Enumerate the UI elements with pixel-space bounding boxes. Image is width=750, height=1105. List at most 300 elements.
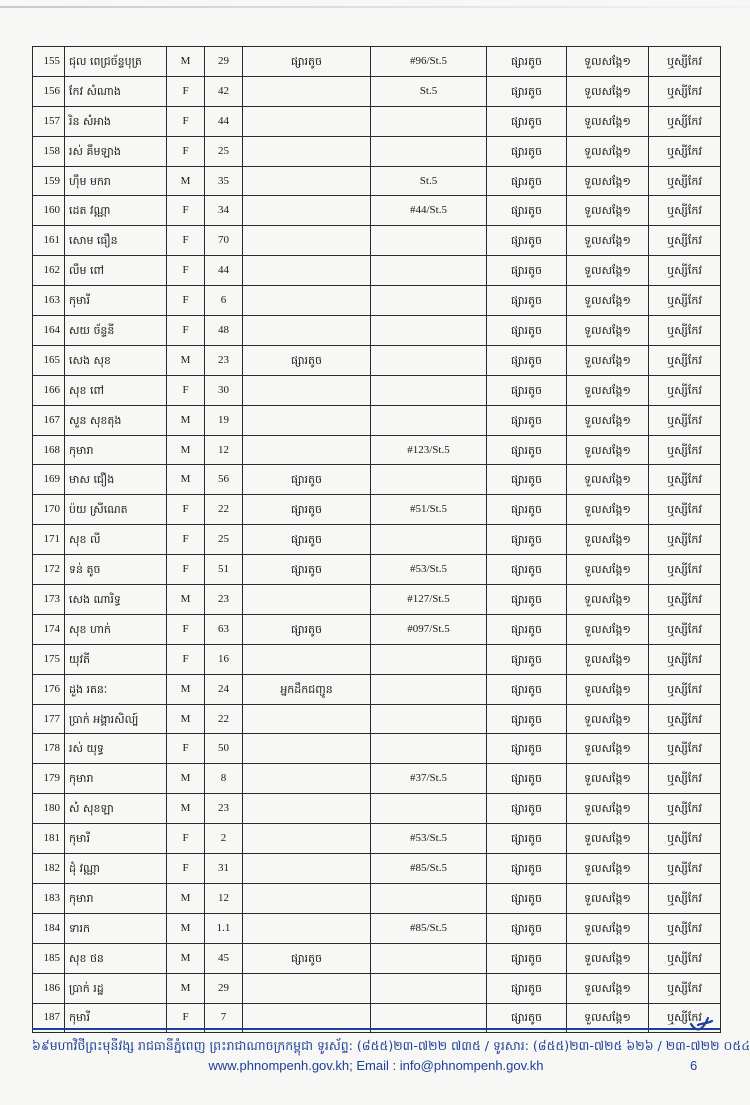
occupation-cell	[243, 196, 371, 226]
occupation-cell: ផ្សារតូច	[243, 345, 371, 375]
sangkat-cell: ទួលសង្កែ១	[567, 196, 649, 226]
age-cell: 23	[205, 345, 243, 375]
age-cell: 7	[205, 1003, 243, 1033]
address-cell: #44/St.5	[371, 196, 487, 226]
village-cell: ផ្សារតូច	[487, 345, 567, 375]
table-row	[33, 106, 721, 136]
row-number: 179	[33, 764, 65, 794]
resident-name: កុមារី	[65, 286, 167, 316]
age-cell: 23	[205, 585, 243, 615]
khan-cell: ឬស្សីកែវ	[649, 614, 721, 644]
table-row	[33, 196, 721, 226]
khan-cell: ឬស្សីកែវ	[649, 316, 721, 346]
occupation-cell	[243, 704, 371, 734]
sangkat-cell: ទួលសង្កែ១	[567, 106, 649, 136]
address-cell: #097/St.5	[371, 614, 487, 644]
sangkat-cell: ទួលសង្កែ១	[567, 316, 649, 346]
occupation-cell	[243, 286, 371, 316]
address-cell	[371, 943, 487, 973]
resident-name: កុមារា	[65, 883, 167, 913]
village-cell: ផ្សារតូច	[487, 226, 567, 256]
village-cell: ផ្សារតូច	[487, 794, 567, 824]
sangkat-cell: ទួលសង្កែ១	[567, 47, 649, 77]
sangkat-cell: ទួលសង្កែ១	[567, 854, 649, 884]
age-cell: 23	[205, 794, 243, 824]
village-cell: ផ្សារតូច	[487, 883, 567, 913]
address-cell	[371, 136, 487, 166]
occupation-cell	[243, 585, 371, 615]
table-row	[33, 674, 721, 704]
khan-cell: ឬស្សីកែវ	[649, 1003, 721, 1033]
sangkat-cell: ទួលសង្កែ១	[567, 405, 649, 435]
village-cell: ផ្សារតូច	[487, 375, 567, 405]
age-cell: 24	[205, 674, 243, 704]
row-number: 173	[33, 585, 65, 615]
table-row	[33, 47, 721, 77]
age-cell: 25	[205, 136, 243, 166]
row-number: 169	[33, 465, 65, 495]
sangkat-cell: ទួលសង្កែ១	[567, 495, 649, 525]
page-number: 6	[690, 1058, 698, 1073]
table-row	[33, 136, 721, 166]
sex-cell: M	[167, 704, 205, 734]
sangkat-cell: ទួលសង្កែ១	[567, 704, 649, 734]
sex-cell: M	[167, 47, 205, 77]
sangkat-cell: ទួលសង្កែ១	[567, 345, 649, 375]
occupation-cell	[243, 435, 371, 465]
occupation-cell	[243, 256, 371, 286]
table-row	[33, 824, 721, 854]
address-cell	[371, 226, 487, 256]
occupation-cell: អ្នកដឹកជញ្ជូន	[243, 674, 371, 704]
sangkat-cell: ទួលសង្កែ១	[567, 136, 649, 166]
address-cell	[371, 883, 487, 913]
resident-name: កុមារី	[65, 1003, 167, 1033]
row-number: 183	[33, 883, 65, 913]
sangkat-cell: ទួលសង្កែ១	[567, 226, 649, 256]
address-cell	[371, 794, 487, 824]
khan-cell: ឬស្សីកែវ	[649, 375, 721, 405]
table-row	[33, 405, 721, 435]
age-cell: 22	[205, 495, 243, 525]
occupation-cell	[243, 226, 371, 256]
resident-name: ប្រាក់ រដ្ឋ	[65, 973, 167, 1003]
resident-name: សុខ ហាក់	[65, 614, 167, 644]
sex-cell: F	[167, 196, 205, 226]
table-row	[33, 286, 721, 316]
village-cell: ផ្សារតូច	[487, 734, 567, 764]
address-cell	[371, 644, 487, 674]
address-cell: #123/St.5	[371, 435, 487, 465]
village-cell: ផ្សារតូច	[487, 495, 567, 525]
row-number: 165	[33, 345, 65, 375]
sangkat-cell: ទួលសង្កែ១	[567, 525, 649, 555]
khan-cell: ឬស្សីកែវ	[649, 943, 721, 973]
row-number: 158	[33, 136, 65, 166]
sangkat-cell: ទួលសង្កែ១	[567, 465, 649, 495]
khan-cell: ឬស្សីកែវ	[649, 495, 721, 525]
address-cell: St.5	[371, 166, 487, 196]
sangkat-cell: ទួលសង្កែ១	[567, 286, 649, 316]
sangkat-cell: ទួលសង្កែ១	[567, 256, 649, 286]
sangkat-cell: ទួលសង្កែ១	[567, 764, 649, 794]
village-cell: ផ្សារតូច	[487, 913, 567, 943]
village-cell: ផ្សារតូច	[487, 465, 567, 495]
khan-cell: ឬស្សីកែវ	[649, 435, 721, 465]
row-number: 155	[33, 47, 65, 77]
occupation-cell: ផ្សារតូច	[243, 495, 371, 525]
row-number: 159	[33, 166, 65, 196]
resident-name: ជុល ពេជ្រច័ន្ទបុត្រ	[65, 47, 167, 77]
age-cell: 16	[205, 644, 243, 674]
row-number: 156	[33, 76, 65, 106]
village-cell: ផ្សារតូច	[487, 525, 567, 555]
occupation-cell	[243, 794, 371, 824]
khan-cell: ឬស្សីកែវ	[649, 674, 721, 704]
sex-cell: F	[167, 824, 205, 854]
address-cell	[371, 465, 487, 495]
row-number: 160	[33, 196, 65, 226]
row-number: 164	[33, 316, 65, 346]
age-cell: 29	[205, 973, 243, 1003]
age-cell: 56	[205, 465, 243, 495]
resident-name: កុមារា	[65, 764, 167, 794]
occupation-cell: ផ្សារតូច	[243, 47, 371, 77]
footer-contact: www.phnompenh.gov.kh; Email : info@phnompenh.gov.kh	[208, 1058, 544, 1073]
resident-roster-table	[32, 46, 721, 1033]
sangkat-cell: ទួលសង្កែ១	[567, 375, 649, 405]
sex-cell: F	[167, 614, 205, 644]
age-cell: 48	[205, 316, 243, 346]
table-row	[33, 345, 721, 375]
resident-name: សំ សុខឡា	[65, 794, 167, 824]
table-row	[33, 883, 721, 913]
khan-cell: ឬស្សីកែវ	[649, 196, 721, 226]
khan-cell: ឬស្សីកែវ	[649, 136, 721, 166]
table-row	[33, 316, 721, 346]
row-number: 172	[33, 555, 65, 585]
village-cell: ផ្សារតូច	[487, 166, 567, 196]
resident-name: ប៉យ ស្រីណេត	[65, 495, 167, 525]
address-cell	[371, 405, 487, 435]
sex-cell: M	[167, 465, 205, 495]
resident-name: រស់ គឹមឡាង	[65, 136, 167, 166]
resident-name: កែវ សំណាង	[65, 76, 167, 106]
khan-cell: ឬស្សីកែវ	[649, 405, 721, 435]
table-row	[33, 704, 721, 734]
sex-cell: F	[167, 644, 205, 674]
sangkat-cell: ទួលសង្កែ១	[567, 166, 649, 196]
resident-name: សួន សុខតុង	[65, 405, 167, 435]
sex-cell: M	[167, 435, 205, 465]
occupation-cell	[243, 316, 371, 346]
khan-cell: ឬស្សីកែវ	[649, 226, 721, 256]
resident-name: ទន់ តូច	[65, 555, 167, 585]
sangkat-cell: ទួលសង្កែ១	[567, 674, 649, 704]
sangkat-cell: ទួលសង្កែ១	[567, 913, 649, 943]
sex-cell: M	[167, 674, 205, 704]
village-cell: ផ្សារតូច	[487, 316, 567, 346]
resident-name: ហ៊ឹម មករា	[65, 166, 167, 196]
resident-name: ទារក	[65, 913, 167, 943]
address-cell: #53/St.5	[371, 555, 487, 585]
row-number: 167	[33, 405, 65, 435]
village-cell: ផ្សារតូច	[487, 286, 567, 316]
khan-cell: ឬស្សីកែវ	[649, 76, 721, 106]
occupation-cell: ផ្សារតូច	[243, 555, 371, 585]
khan-cell: ឬស្សីកែវ	[649, 854, 721, 884]
address-cell: #53/St.5	[371, 824, 487, 854]
sex-cell: M	[167, 764, 205, 794]
age-cell: 31	[205, 854, 243, 884]
age-cell: 44	[205, 256, 243, 286]
village-cell: ផ្សារតូច	[487, 585, 567, 615]
sex-cell: F	[167, 495, 205, 525]
village-cell: ផ្សារតូច	[487, 106, 567, 136]
khan-cell: ឬស្សីកែវ	[649, 764, 721, 794]
row-number: 185	[33, 943, 65, 973]
row-number: 178	[33, 734, 65, 764]
table-row	[33, 76, 721, 106]
row-number: 186	[33, 973, 65, 1003]
sex-cell: F	[167, 106, 205, 136]
occupation-cell	[243, 973, 371, 1003]
sex-cell: M	[167, 883, 205, 913]
village-cell: ផ្សារតូច	[487, 674, 567, 704]
table-row	[33, 226, 721, 256]
age-cell: 2	[205, 824, 243, 854]
row-number: 166	[33, 375, 65, 405]
footer-address: ៦៩មហាវិថីព្រះមុនីវង្ស រាជធានីភ្នំពេញ ព្រះរាជាណាចក្រកម្ពុជា ទូរស័ព្ទ: (៨៥៥)២៣-៧២២ ៧៣៥ / ទូរសារ: (៨៥៥)២៣-៧២៥ ៦២៦ / ២៣-៧២២ ០៥៤	[32, 1038, 750, 1053]
sangkat-cell: ទួលសង្កែ១	[567, 435, 649, 465]
age-cell: 22	[205, 704, 243, 734]
resident-name: សុខ ថន	[65, 943, 167, 973]
resident-name: កុមារា	[65, 435, 167, 465]
row-number: 175	[33, 644, 65, 674]
resident-name: សយ ច័ន្ទនី	[65, 316, 167, 346]
sex-cell: M	[167, 166, 205, 196]
village-cell: ផ្សារតូច	[487, 644, 567, 674]
address-cell	[371, 286, 487, 316]
age-cell: 6	[205, 286, 243, 316]
village-cell: ផ្សារតូច	[487, 854, 567, 884]
sangkat-cell: ទួលសង្កែ១	[567, 943, 649, 973]
sex-cell: M	[167, 345, 205, 375]
age-cell: 30	[205, 375, 243, 405]
village-cell: ផ្សារតូច	[487, 764, 567, 794]
sex-cell: F	[167, 316, 205, 346]
occupation-cell: ផ្សារតូច	[243, 465, 371, 495]
row-number: 180	[33, 794, 65, 824]
resident-name: សោម ធឿន	[65, 226, 167, 256]
occupation-cell	[243, 166, 371, 196]
row-number: 184	[33, 913, 65, 943]
address-cell	[371, 704, 487, 734]
top-edge-line	[0, 6, 750, 8]
sangkat-cell: ទួលសង្កែ១	[567, 644, 649, 674]
table-row	[33, 614, 721, 644]
sangkat-cell: ទួលសង្កែ១	[567, 973, 649, 1003]
khan-cell: ឬស្សីកែវ	[649, 824, 721, 854]
age-cell: 35	[205, 166, 243, 196]
resident-name: ដេត វណ្ណា	[65, 196, 167, 226]
age-cell: 51	[205, 555, 243, 585]
village-cell: ផ្សារតូច	[487, 47, 567, 77]
sangkat-cell: ទួលសង្កែ១	[567, 734, 649, 764]
age-cell: 1.1	[205, 913, 243, 943]
sex-cell: M	[167, 943, 205, 973]
table-row	[33, 585, 721, 615]
table-row	[33, 166, 721, 196]
table-row	[33, 854, 721, 884]
khan-cell: ឬស្សីកែវ	[649, 106, 721, 136]
table-row	[33, 943, 721, 973]
occupation-cell	[243, 734, 371, 764]
sangkat-cell: ទួលសង្កែ១	[567, 585, 649, 615]
row-number: 187	[33, 1003, 65, 1033]
occupation-cell	[243, 824, 371, 854]
sex-cell: F	[167, 256, 205, 286]
table-row	[33, 525, 721, 555]
sex-cell: F	[167, 136, 205, 166]
age-cell: 42	[205, 76, 243, 106]
sex-cell: F	[167, 226, 205, 256]
occupation-cell	[243, 883, 371, 913]
address-cell: #51/St.5	[371, 495, 487, 525]
village-cell: ផ្សារតូច	[487, 614, 567, 644]
village-cell: ផ្សារតូច	[487, 555, 567, 585]
village-cell: ផ្សារតូច	[487, 1003, 567, 1033]
occupation-cell: ផ្សារតូច	[243, 943, 371, 973]
khan-cell: ឬស្សីកែវ	[649, 465, 721, 495]
age-cell: 63	[205, 614, 243, 644]
address-cell	[371, 345, 487, 375]
occupation-cell	[243, 913, 371, 943]
khan-cell: ឬស្សីកែវ	[649, 734, 721, 764]
row-number: 182	[33, 854, 65, 884]
table-row	[33, 764, 721, 794]
khan-cell: ឬស្សីកែវ	[649, 585, 721, 615]
occupation-cell: ផ្សារតូច	[243, 614, 371, 644]
age-cell: 34	[205, 196, 243, 226]
signature-mark	[688, 1012, 714, 1034]
village-cell: ផ្សារតូច	[487, 256, 567, 286]
resident-name: ដុំ វណ្ណា	[65, 854, 167, 884]
sangkat-cell: ទួលសង្កែ១	[567, 824, 649, 854]
resident-name: សុខ លី	[65, 525, 167, 555]
table-row	[33, 973, 721, 1003]
resident-name: រិន សំអាង	[65, 106, 167, 136]
khan-cell: ឬស្សីកែវ	[649, 704, 721, 734]
sex-cell: F	[167, 734, 205, 764]
row-number: 174	[33, 614, 65, 644]
row-number: 176	[33, 674, 65, 704]
sex-cell: F	[167, 1003, 205, 1033]
address-cell	[371, 316, 487, 346]
age-cell: 19	[205, 405, 243, 435]
address-cell: #96/St.5	[371, 47, 487, 77]
resident-name: កុមារី	[65, 824, 167, 854]
khan-cell: ឬស្សីកែវ	[649, 555, 721, 585]
resident-name: យុវតី	[65, 644, 167, 674]
village-cell: ផ្សារតូច	[487, 76, 567, 106]
resident-name: លឹម ពៅ	[65, 256, 167, 286]
resident-name: សេង ណារិទ្ធ	[65, 585, 167, 615]
age-cell: 12	[205, 883, 243, 913]
row-number: 161	[33, 226, 65, 256]
sex-cell: F	[167, 375, 205, 405]
address-cell: St.5	[371, 76, 487, 106]
address-cell	[371, 734, 487, 764]
khan-cell: ឬស្សីកែវ	[649, 883, 721, 913]
sangkat-cell: ទួលសង្កែ១	[567, 76, 649, 106]
khan-cell: ឬស្សីកែវ	[649, 913, 721, 943]
row-number: 171	[33, 525, 65, 555]
village-cell: ផ្សារតូច	[487, 405, 567, 435]
khan-cell: ឬស្សីកែវ	[649, 47, 721, 77]
age-cell: 44	[205, 106, 243, 136]
row-number: 168	[33, 435, 65, 465]
age-cell: 8	[205, 764, 243, 794]
occupation-cell	[243, 764, 371, 794]
occupation-cell	[243, 136, 371, 166]
address-cell	[371, 106, 487, 136]
khan-cell: ឬស្សីកែវ	[649, 973, 721, 1003]
occupation-cell: ផ្សារតូច	[243, 525, 371, 555]
khan-cell: ឬស្សីកែវ	[649, 256, 721, 286]
occupation-cell	[243, 106, 371, 136]
address-cell: #127/St.5	[371, 585, 487, 615]
village-cell: ផ្សារតូច	[487, 136, 567, 166]
sangkat-cell: ទួលសង្កែ១	[567, 794, 649, 824]
sex-cell: M	[167, 405, 205, 435]
resident-name: មាស ជឿង	[65, 465, 167, 495]
occupation-cell	[243, 76, 371, 106]
table-row	[33, 734, 721, 764]
occupation-cell	[243, 405, 371, 435]
resident-name: សុខ ពៅ	[65, 375, 167, 405]
sangkat-cell: ទួលសង្កែ១	[567, 614, 649, 644]
village-cell: ផ្សារតូច	[487, 943, 567, 973]
table-row	[33, 256, 721, 286]
row-number: 181	[33, 824, 65, 854]
sex-cell: F	[167, 555, 205, 585]
table-row	[33, 375, 721, 405]
age-cell: 50	[205, 734, 243, 764]
age-cell: 70	[205, 226, 243, 256]
address-cell: #37/St.5	[371, 764, 487, 794]
sex-cell: M	[167, 913, 205, 943]
khan-cell: ឬស្សីកែវ	[649, 345, 721, 375]
sex-cell: M	[167, 585, 205, 615]
address-cell: #85/St.5	[371, 854, 487, 884]
table-row	[33, 555, 721, 585]
sex-cell: F	[167, 286, 205, 316]
khan-cell: ឬស្សីកែវ	[649, 166, 721, 196]
resident-name: ដួង រតនៈ	[65, 674, 167, 704]
address-cell	[371, 256, 487, 286]
table-row	[33, 794, 721, 824]
village-cell: ផ្សារតូច	[487, 704, 567, 734]
address-cell	[371, 674, 487, 704]
address-cell	[371, 973, 487, 1003]
sangkat-cell: ទួលសង្កែ១	[567, 1003, 649, 1033]
footer-divider	[32, 1028, 720, 1030]
sex-cell: F	[167, 854, 205, 884]
age-cell: 45	[205, 943, 243, 973]
row-number: 170	[33, 495, 65, 525]
sex-cell: M	[167, 794, 205, 824]
